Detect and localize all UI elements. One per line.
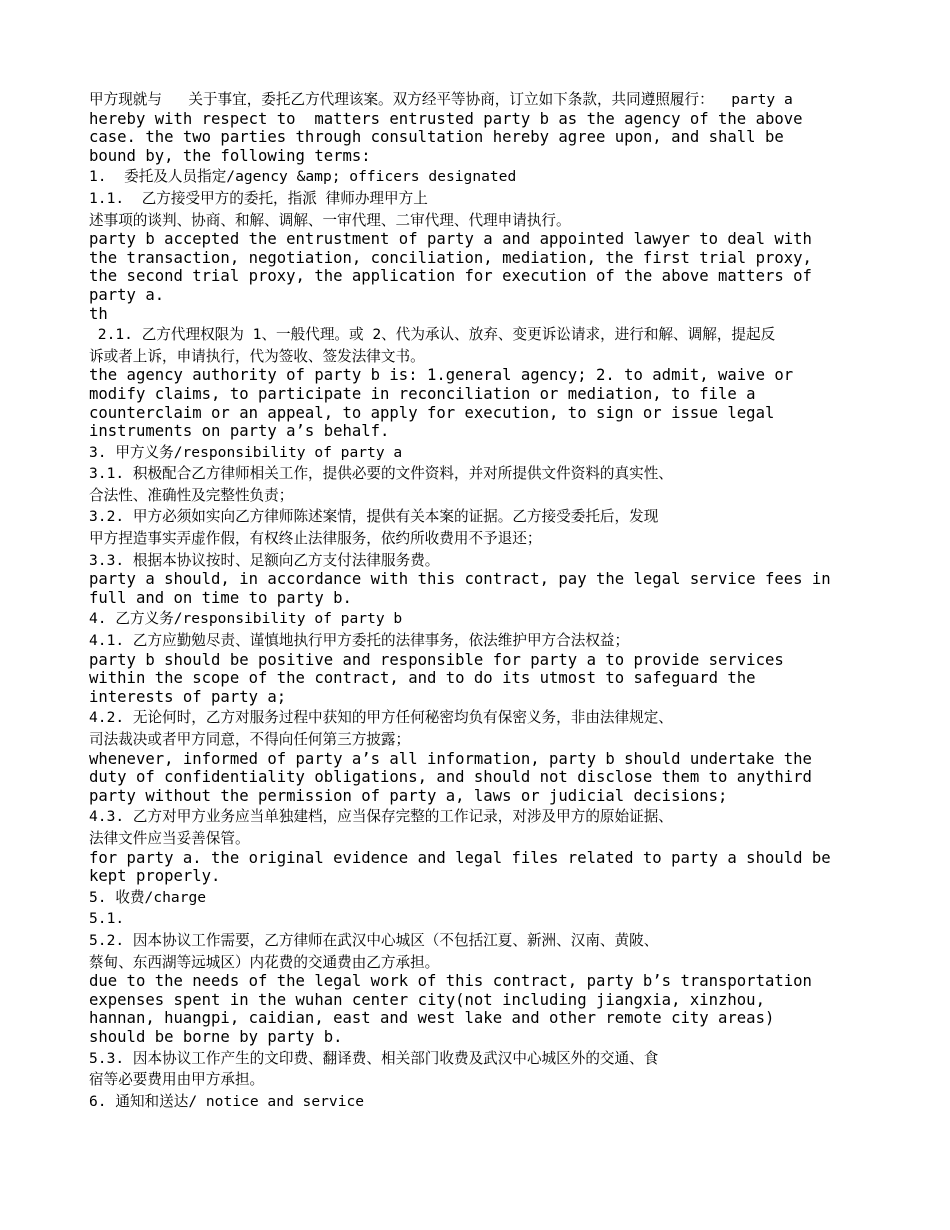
- text-line: interests of party a;: [89, 687, 287, 706]
- clause-text: 3.1. 积极配合乙方律师相关工作，提供必要的文件资料，并对所提供文件资料的真实性、: [89, 465, 673, 483]
- text-line: modify claims, to participate in reconciliation or mediation, to file a: [89, 384, 756, 403]
- clause-text: 5.3. 因本协议工作产生的文印费、翻译费、相关部门收费及武汉中心城区外的交通、食: [89, 1049, 659, 1067]
- clause-text: 4.3. 乙方对甲方业务应当单独建档，应当保存完整的工作记录，对涉及甲方的原始证据、: [89, 808, 673, 826]
- text-line: within the scope of the contract, and to do its utmost to safeguard the: [89, 669, 756, 688]
- clause-text: 5.1.: [89, 910, 125, 928]
- text-line: party a should, in accordance with this contract, pay the legal service fees in: [89, 570, 831, 589]
- clause-text: 宿等必要费用由甲方承担。: [89, 1071, 265, 1089]
- clause-text: 2.1. 乙方代理权限为 1、一般代理。或 2、代为承认、放弃、变更诉讼请求，进行和解、调解，提起反: [89, 326, 776, 344]
- text-line: party without the permission of party a, laws or judicial decisions;: [89, 786, 728, 805]
- text-line: hannan, huangpi, caidian, east and west lake and other remote city areas): [89, 1009, 775, 1028]
- text-line: party b should be positive and responsible for party a to provide services: [89, 650, 784, 669]
- text-line: party b accepted the entrustment of party a and appointed lawyer to deal with: [89, 230, 812, 249]
- section-heading: 1. 委托及人员指定/agency &amp; officers designated: [89, 168, 517, 186]
- text-line: hereby with respect to matters entrusted party b as the agency of the above: [89, 109, 803, 128]
- text-line: should be borne by party b.: [89, 1027, 343, 1046]
- clause-text: 甲方捏造事实弄虚作假，有权终止法律服务，依约所收费用不予退还；: [89, 530, 542, 548]
- text-line: party a.: [89, 285, 165, 304]
- clause-text: 司法裁决或者甲方同意，不得向任何第三方披露；: [89, 731, 411, 748]
- clause-text: 1.1. 乙方接受甲方的委托，指派 律师办理甲方上: [89, 189, 428, 207]
- text-line: full and on time to party b.: [89, 588, 352, 607]
- text-line: 甲方现就与 关于事宜，委托乙方代理该案。双方经平等协商，订立如下条款，共同遵照履行： party a: [89, 91, 793, 108]
- clause-text: 法律文件应当妥善保管。: [89, 829, 250, 847]
- text-line: the second trial proxy, the application for execution of the above matters of: [89, 267, 812, 286]
- section-heading: 3. 甲方义务/responsibility of party a: [89, 443, 403, 461]
- document-page: [89, 91, 869, 1111]
- clause-text: 4.2. 无论何时，乙方对服务过程中获知的甲方任何秘密均负有保密义务，非由法律规定、: [89, 709, 673, 727]
- text-line: whenever, informed of party a’s all information, party b should undertake the: [89, 749, 812, 768]
- clause-text: 3.2. 甲方必须如实向乙方律师陈述案情，提供有关本案的证据。乙方接受委托后，发现: [89, 508, 659, 526]
- clause-text: 述事项的谈判、协商、和解、调解、一审代理、二审代理、代理申请执行。: [89, 211, 571, 229]
- text-line: instruments on party a’s behalf.: [89, 422, 390, 441]
- text-line: kept properly.: [89, 867, 221, 886]
- section-heading: 5. 收费/charge: [89, 888, 207, 906]
- clause-text: 5.2. 因本协议工作需要，乙方律师在武汉中心城区（不包括江夏、新洲、汉南、黄陂、: [89, 931, 659, 949]
- section-heading: 6. 通知和送达/ notice and service: [89, 1092, 365, 1110]
- text-line: counterclaim or an appeal, to apply for execution, to sign or issue legal: [89, 403, 775, 422]
- text-line: case. the two parties through consultation hereby agree upon, and shall be: [89, 128, 784, 147]
- text-line: bound by, the following terms:: [89, 146, 371, 165]
- text-line: the transaction, negotiation, conciliation, mediation, the first trial proxy,: [89, 248, 812, 267]
- clause-text: 诉或者上诉，申请执行，代为签收、签发法律文书。: [89, 347, 425, 365]
- section-heading: 4. 乙方义务/responsibility of party b: [89, 610, 403, 628]
- clause-text: 合法性、准确性及完整性负责；: [89, 486, 294, 504]
- clause-text: 3.3. 根据本协议按时、足额向乙方支付法律服务费。: [89, 551, 440, 569]
- text-line: the agency authority of party b is: 1.general agency; 2. to admit, waive or: [89, 366, 794, 385]
- clause-text: 4.1. 乙方应勤勉尽责、谨慎地执行甲方委托的法律事务，依法维护甲方合法权益；: [89, 632, 630, 650]
- text-line: th: [89, 304, 108, 323]
- text-line: expenses spent in the wuhan center city(not including jiangxia, xinzhou,: [89, 990, 765, 1009]
- text-line: due to the needs of the legal work of this contract, party b’s transportation: [89, 972, 812, 991]
- clause-text: 蔡甸、东西湖等远城区）内花费的交通费由乙方承担。: [89, 953, 440, 971]
- text-line: for party a. the original evidence and legal files related to party a should be: [89, 848, 831, 867]
- text-line: duty of confidentiality obligations, and should not disclose them to anythird: [89, 768, 812, 787]
